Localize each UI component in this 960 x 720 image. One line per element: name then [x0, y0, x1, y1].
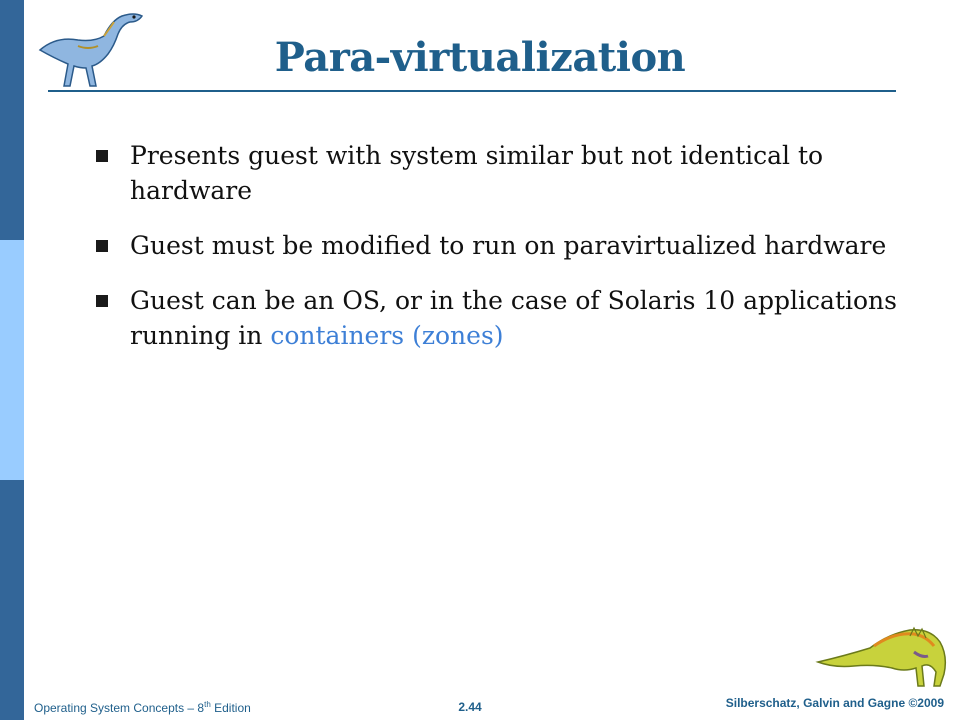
footer-book-title	[34, 700, 251, 715]
left-sidebar-bar	[0, 0, 24, 720]
title-underline	[48, 90, 896, 92]
sidebar-segment-middle	[0, 240, 24, 480]
bullet-list	[96, 138, 916, 373]
bullet-text: Guest must be modified to run on paravirtualized hardware	[130, 231, 887, 260]
highlighted-term: containers (zones)	[270, 321, 504, 350]
footer-edition-superscript: th	[204, 700, 211, 709]
bullet-item	[96, 283, 916, 353]
dinosaur-bottom-icon	[814, 612, 954, 692]
footer-book-title-prefix: Operating System Concepts – 8	[34, 701, 205, 715]
bullet-square-icon	[96, 295, 108, 307]
bullet-text: Guest can be an OS, or in the case of Solaris 10 applications running in	[130, 286, 897, 350]
bullet-square-icon	[96, 150, 108, 162]
bullet-square-icon	[96, 240, 108, 252]
footer-page-number: 2.44	[458, 700, 482, 714]
footer-book-title-suffix: Edition	[210, 701, 251, 715]
slide-title: Para-virtualization	[274, 34, 686, 81]
bullet-item	[96, 138, 916, 208]
bullet-item	[96, 228, 916, 263]
sidebar-segment-bottom	[0, 480, 24, 720]
footer-authors: Silberschatz, Galvin and Gagne ©2009	[725, 696, 944, 710]
bullet-text: Presents guest with system similar but not identical to hardware	[130, 141, 824, 205]
